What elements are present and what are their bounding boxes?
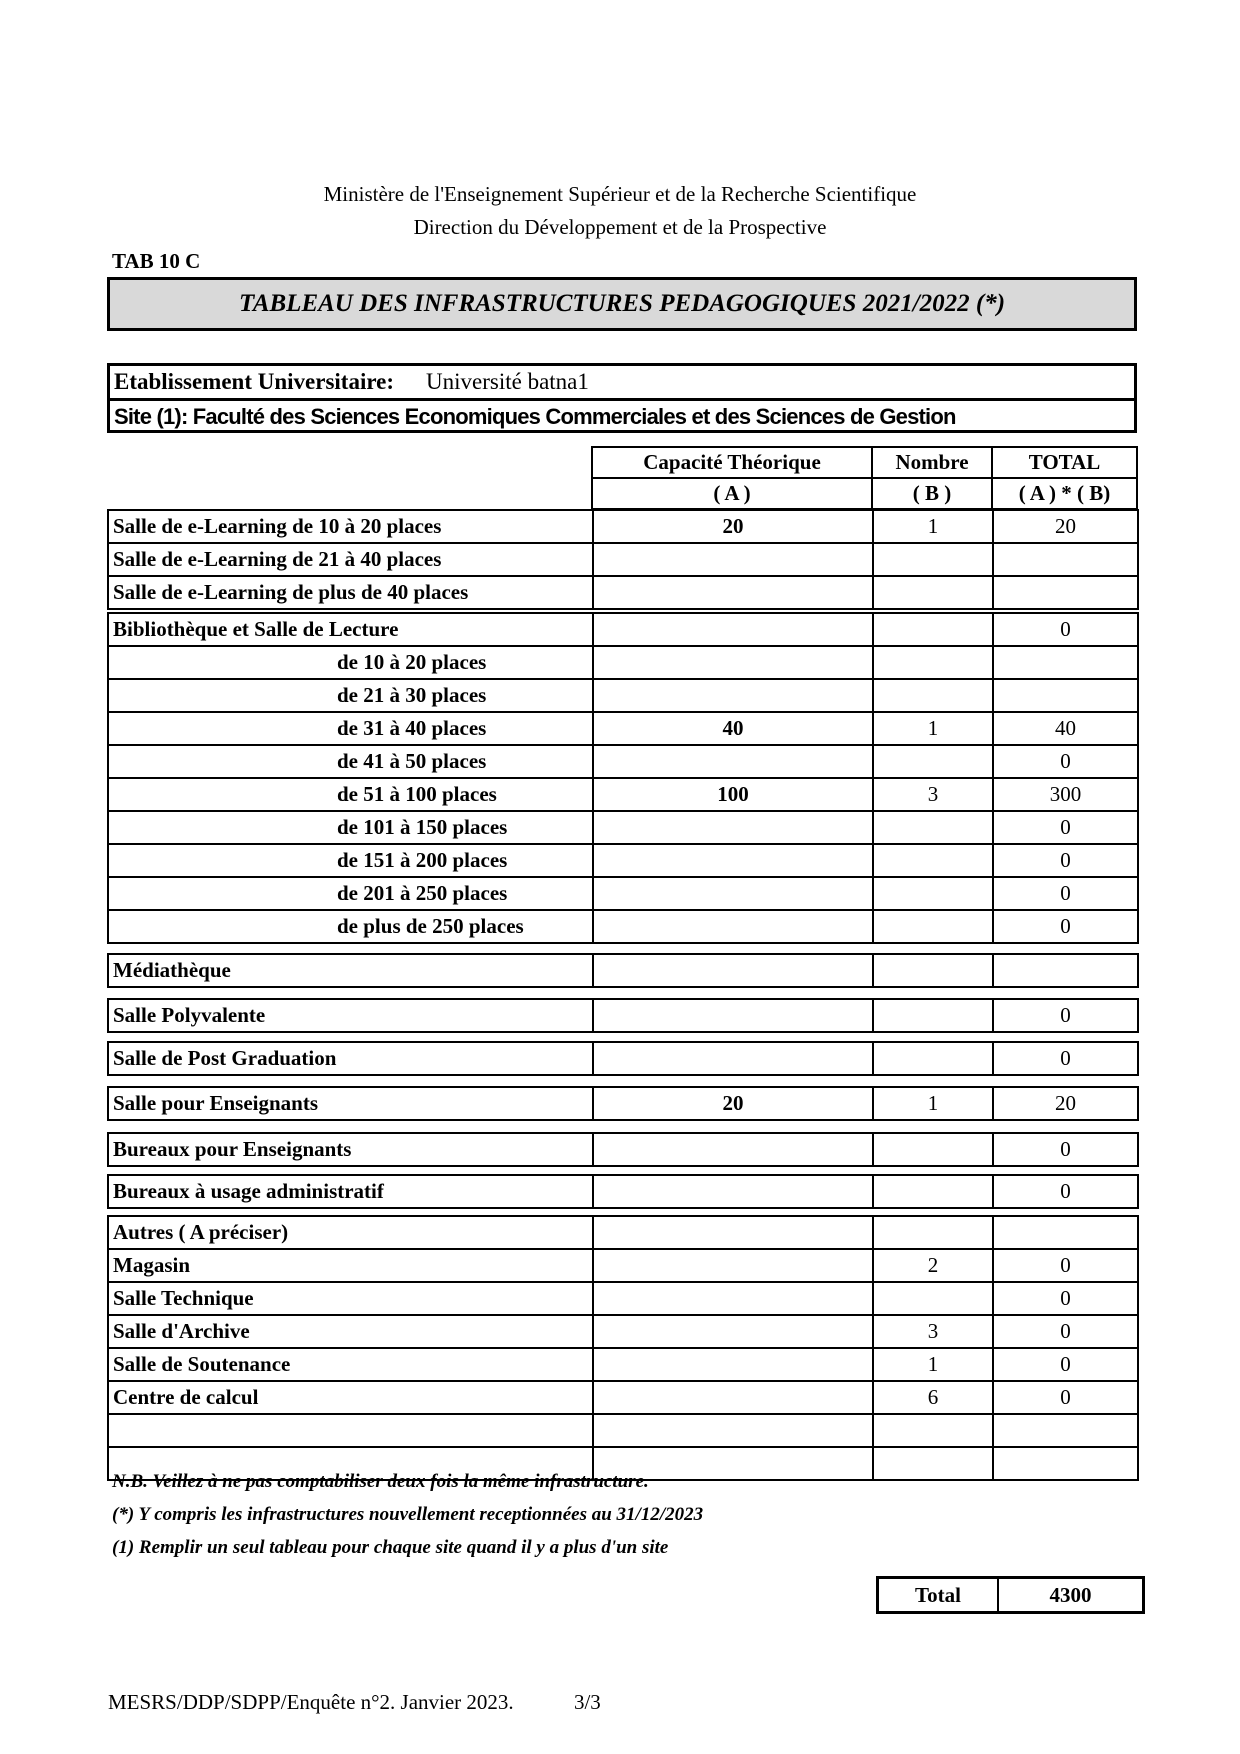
- total-cell: [993, 646, 1138, 679]
- count-cell: [873, 1133, 993, 1166]
- total-cell: 0: [993, 877, 1138, 910]
- total-cell: 0: [993, 999, 1138, 1032]
- count-cell: [873, 1282, 993, 1315]
- count-cell: 1: [873, 1087, 993, 1120]
- table-row: [108, 1087, 1138, 1120]
- capacity-cell: [593, 811, 873, 844]
- count-cell: [873, 745, 993, 778]
- capacity-cell: [593, 1315, 873, 1348]
- total-cell: [993, 576, 1138, 609]
- row-label: Autres ( A préciser): [108, 1216, 593, 1249]
- row-label: Salle d'Archive: [108, 1315, 593, 1348]
- row-label: de plus de 250 places: [108, 910, 593, 943]
- row-label: de 101 à 150 places: [108, 811, 593, 844]
- capacity-cell: [593, 1216, 873, 1249]
- table-row: [108, 877, 1138, 910]
- count-cell: [873, 844, 993, 877]
- table-row: [108, 646, 1138, 679]
- establishment-value: Université batna1: [426, 369, 589, 394]
- total-cell: 0: [993, 811, 1138, 844]
- table-row: [108, 844, 1138, 877]
- total-cell: [993, 679, 1138, 712]
- capacity-cell: 20: [593, 1087, 873, 1120]
- count-cell: [873, 1414, 993, 1447]
- total-cell: 0: [993, 1042, 1138, 1075]
- capacity-cell: [593, 745, 873, 778]
- establishment-row: [110, 366, 1134, 401]
- total-cell: 0: [993, 745, 1138, 778]
- count-cell: [873, 910, 993, 943]
- row-label: de 31 à 40 places: [108, 712, 593, 745]
- count-cell: [873, 646, 993, 679]
- row-label: Salle de e-Learning de plus de 40 places: [108, 576, 593, 609]
- table-row: [108, 543, 1138, 576]
- single-table: [107, 1041, 1139, 1076]
- capacity-cell: [593, 1381, 873, 1414]
- row-label: de 21 à 30 places: [108, 679, 593, 712]
- total-cell: 0: [993, 1175, 1138, 1208]
- capacity-cell: [593, 877, 873, 910]
- table-row: [108, 1042, 1138, 1075]
- column-header: [107, 446, 1138, 510]
- total-cell: 0: [993, 1249, 1138, 1282]
- capacity-cell: [593, 954, 873, 987]
- single-table: [107, 953, 1139, 988]
- capacity-cell: 100: [593, 778, 873, 811]
- table-reference: TAB 10 C: [112, 249, 201, 273]
- capacity-cell: [593, 1348, 873, 1381]
- total-cell: 0: [993, 1348, 1138, 1381]
- row-label: Salle de Post Graduation: [108, 1042, 593, 1075]
- capacity-cell: [593, 1175, 873, 1208]
- table-row: [108, 576, 1138, 609]
- note-star: (*) Y compris les infrastructures nouvellement receptionnées au 31/12/2023: [112, 1504, 704, 1525]
- row-label: Salle de e-Learning de 21 à 40 places: [108, 543, 593, 576]
- count-cell: [873, 1175, 993, 1208]
- table-row: [108, 1348, 1138, 1381]
- single-table: [107, 1174, 1139, 1209]
- table-row: [108, 1381, 1138, 1414]
- total-label: Total: [878, 1578, 999, 1613]
- table-row: [108, 778, 1138, 811]
- count-cell: [873, 1216, 993, 1249]
- table-row: [108, 1175, 1138, 1208]
- count-cell: [873, 576, 993, 609]
- capacity-cell: [593, 679, 873, 712]
- table-row: [108, 712, 1138, 745]
- capacity-cell: [593, 1042, 873, 1075]
- row-label: de 151 à 200 places: [108, 844, 593, 877]
- count-cell: [873, 1447, 993, 1480]
- table-row: [108, 679, 1138, 712]
- count-cell: [873, 954, 993, 987]
- total-cell: 0: [993, 1381, 1138, 1414]
- count-cell: 3: [873, 1315, 993, 1348]
- header-blank: [107, 447, 592, 478]
- row-label: de 10 à 20 places: [108, 646, 593, 679]
- total-cell: 0: [993, 1315, 1138, 1348]
- count-cell: [873, 543, 993, 576]
- total-cell: 0: [993, 844, 1138, 877]
- row-label: Centre de calcul: [108, 1381, 593, 1414]
- page-title-text: TABLEAU DES INFRASTRUCTURES PEDAGOGIQUES 2021/2022 (*): [238, 290, 1006, 317]
- capacity-cell: [593, 910, 873, 943]
- total-cell: [993, 954, 1138, 987]
- site-row: Site (1): Faculté des Sciences Economiques Commerciales et des Sciences de Gestion: [114, 404, 956, 429]
- col-b-title: Nombre: [872, 447, 992, 478]
- capacity-cell: [593, 844, 873, 877]
- capacity-cell: [593, 1249, 873, 1282]
- total-cell: 40: [993, 712, 1138, 745]
- row-label: de 51 à 100 places: [108, 778, 593, 811]
- capacity-cell: [593, 646, 873, 679]
- elearning-table: [107, 509, 1139, 610]
- table-row: [108, 999, 1138, 1032]
- total-value: 4300: [998, 1578, 1144, 1613]
- table-row: [108, 1133, 1138, 1166]
- capacity-cell: [593, 999, 873, 1032]
- header-blank: [107, 478, 592, 509]
- row-label: [108, 1414, 593, 1447]
- table-row: [108, 811, 1138, 844]
- table-row: [108, 1282, 1138, 1315]
- count-cell: 2: [873, 1249, 993, 1282]
- footer: [108, 1690, 601, 1715]
- footer-reference: MESRS/DDP/SDPP/Enquête n°2. Janvier 2023.: [108, 1690, 514, 1714]
- single-table: [107, 1132, 1139, 1167]
- col-total-title: TOTAL: [992, 447, 1137, 478]
- count-cell: 1: [873, 510, 993, 543]
- count-cell: 3: [873, 778, 993, 811]
- total-cell: 300: [993, 778, 1138, 811]
- capacity-cell: [593, 1414, 873, 1447]
- note-nb: N.B. Veillez à ne pas comptabiliser deux fois la même infrastructure.: [112, 1471, 649, 1492]
- capacity-cell: [593, 613, 873, 646]
- row-label: Salle de Soutenance: [108, 1348, 593, 1381]
- row-label: Bureaux à usage administratif: [108, 1175, 593, 1208]
- total-cell: 0: [993, 613, 1138, 646]
- table-row: [108, 745, 1138, 778]
- capacity-cell: [593, 543, 873, 576]
- establishment-label: Etablissement Universitaire:: [114, 369, 395, 394]
- count-cell: 1: [873, 712, 993, 745]
- col-a-sub: ( A ): [592, 478, 872, 509]
- ministry-heading: Ministère de l'Enseignement Supérieur et de la Recherche Scientifique: [323, 182, 917, 206]
- others-table: [107, 1215, 1139, 1481]
- count-cell: [873, 999, 993, 1032]
- total-cell: 0: [993, 1133, 1138, 1166]
- total-cell: 20: [993, 510, 1138, 543]
- establishment-info: [107, 363, 1137, 433]
- row-label: de 201 à 250 places: [108, 877, 593, 910]
- page-number: 3/3: [573, 1690, 601, 1714]
- total-cell: [993, 1216, 1138, 1249]
- capacity-cell: [593, 1133, 873, 1166]
- capacity-cell: 20: [593, 510, 873, 543]
- count-cell: 1: [873, 1348, 993, 1381]
- library-table: [107, 612, 1139, 944]
- table-row: [108, 954, 1138, 987]
- total-cell: 0: [993, 1282, 1138, 1315]
- table-row: [108, 1315, 1138, 1348]
- table-row: [108, 1249, 1138, 1282]
- capacity-cell: [593, 1282, 873, 1315]
- count-cell: [873, 613, 993, 646]
- page-title: [107, 277, 1137, 331]
- total-cell: [993, 1414, 1138, 1447]
- total-cell: [993, 543, 1138, 576]
- row-label: Salle pour Enseignants: [108, 1087, 593, 1120]
- row-label: Salle Technique: [108, 1282, 593, 1315]
- table-row: [108, 1414, 1138, 1447]
- count-cell: [873, 811, 993, 844]
- col-total-sub: ( A ) * ( B): [992, 478, 1137, 509]
- count-cell: 6: [873, 1381, 993, 1414]
- direction-heading: Direction du Développement et de la Prospective: [413, 215, 827, 239]
- table-row: [108, 510, 1138, 543]
- row-label: Bibliothèque et Salle de Lecture: [108, 613, 593, 646]
- single-table: [107, 998, 1139, 1033]
- note-one: (1) Remplir un seul tableau pour chaque site quand il y a plus d'un site: [112, 1537, 669, 1558]
- single-table: [107, 1086, 1139, 1121]
- capacity-cell: 40: [593, 712, 873, 745]
- row-label: Médiathèque: [108, 954, 593, 987]
- count-cell: [873, 877, 993, 910]
- table-row: [108, 910, 1138, 943]
- total-box: [876, 1576, 1145, 1614]
- table-row: [108, 1216, 1138, 1249]
- total-cell: [993, 1447, 1138, 1480]
- capacity-cell: [593, 576, 873, 609]
- row-label: Bureaux pour Enseignants: [108, 1133, 593, 1166]
- total-cell: 20: [993, 1087, 1138, 1120]
- table-row: [108, 613, 1138, 646]
- total-cell: 0: [993, 910, 1138, 943]
- row-label: Salle Polyvalente: [108, 999, 593, 1032]
- row-label: Salle de e-Learning de 10 à 20 places: [108, 510, 593, 543]
- row-label: de 41 à 50 places: [108, 745, 593, 778]
- count-cell: [873, 1042, 993, 1075]
- col-a-title: Capacité Théorique: [592, 447, 872, 478]
- count-cell: [873, 679, 993, 712]
- col-b-sub: ( B ): [872, 478, 992, 509]
- row-label: Magasin: [108, 1249, 593, 1282]
